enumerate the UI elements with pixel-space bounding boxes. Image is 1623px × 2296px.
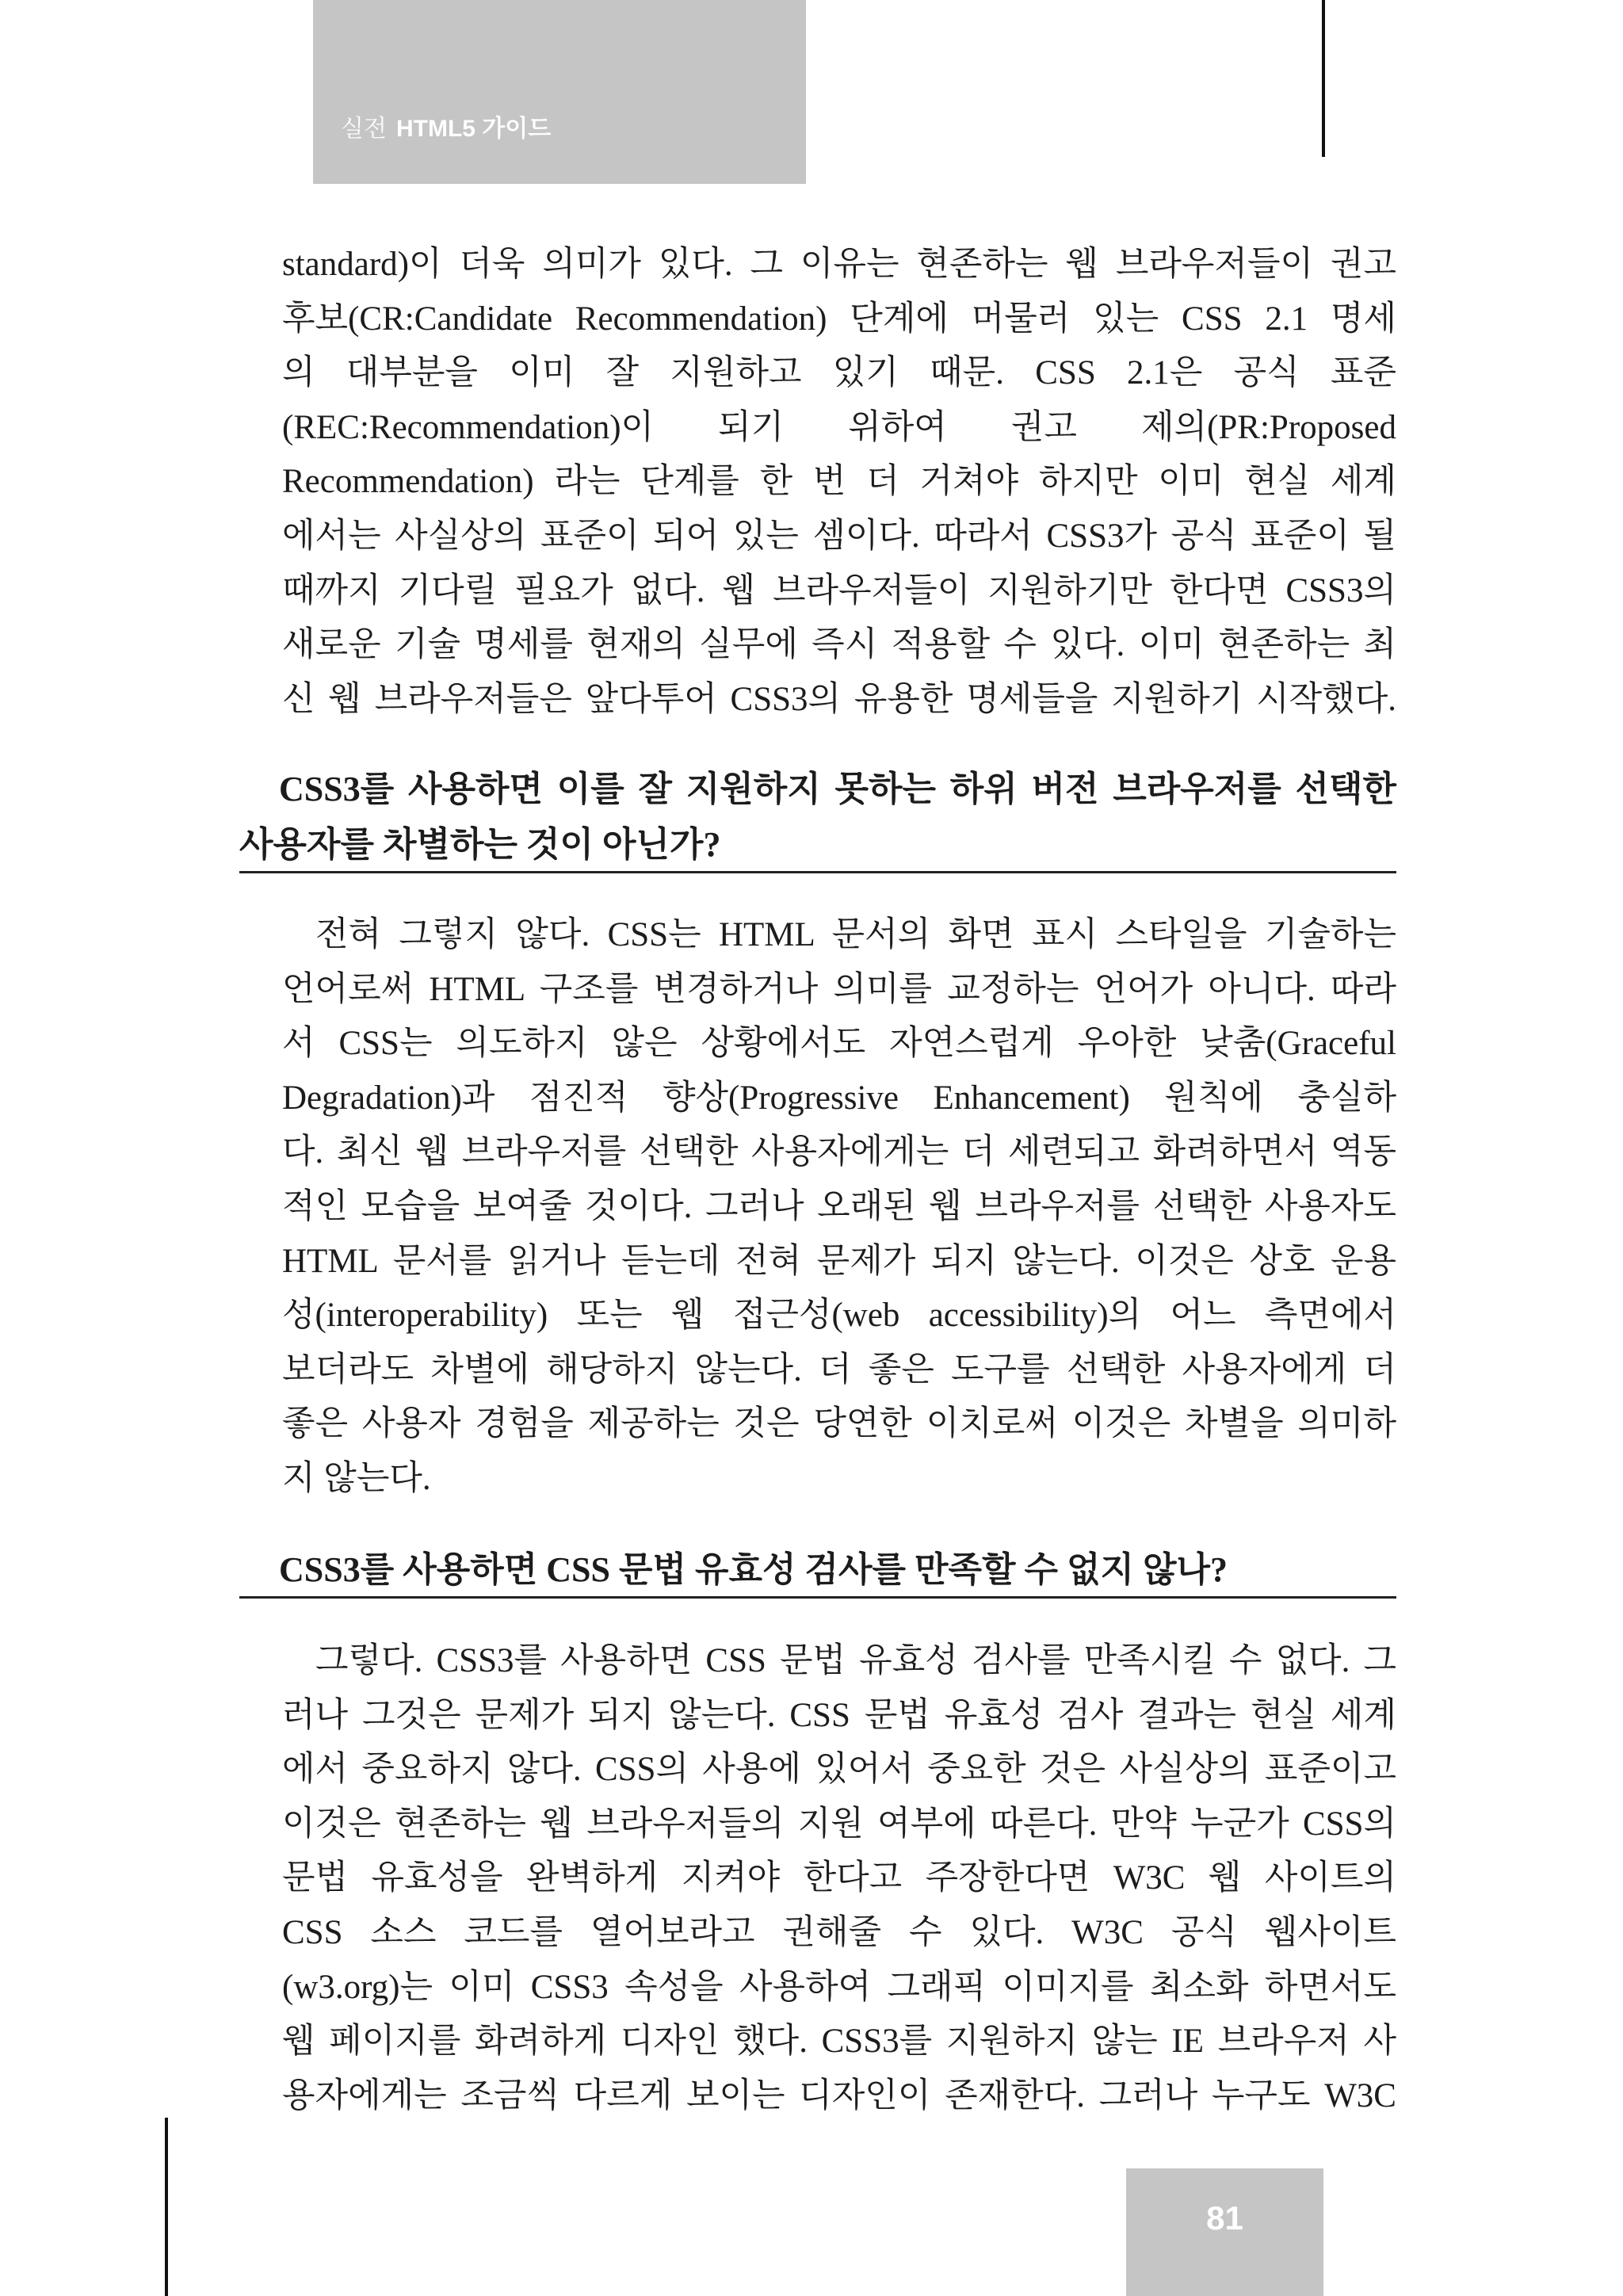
page-number: 81 xyxy=(1206,2199,1243,2237)
paragraph-line: (REC:Recommendation)이 되기 위하여 권고 제의(PR:Proposed xyxy=(282,408,1396,446)
paragraph-line: CSS 소스 코드를 열어보라고 권해줄 수 있다. W3C 공식 웹사이트 xyxy=(282,1913,1396,1951)
paragraph-line: 때까지 기다릴 필요가 없다. 웹 브라우저들이 지원하기만 한다면 CSS3의 xyxy=(282,571,1396,609)
heading-line: 사용자를 차별하는 것이 아닌가? xyxy=(239,825,721,864)
paragraph-line: 전혀 그렇지 않다. CSS는 HTML 문서의 화면 표시 스타일을 기술하는 xyxy=(315,916,1396,953)
paragraph-line: (w3.org)는 이미 CSS3 속성을 사용하여 그래픽 이미지를 최소화 하면서도 xyxy=(282,1968,1396,2006)
paragraph-line: 웹 페이지를 화려하게 디자인 했다. CSS3를 지원하지 않는 IE 브라우저 사 xyxy=(282,2023,1396,2061)
paragraph-line: 용자에게는 조금씩 다르게 보이는 디자인이 존재한다. 그러나 누구도 W3C xyxy=(282,2076,1396,2115)
paragraph-line: 신 웹 브라우저들은 앞다투어 CSS3의 유용한 명세들을 지원하기 시작했다. xyxy=(282,680,1396,718)
paragraph-line: 러나 그것은 문제가 되지 않는다. CSS 문법 유효성 검사 결과는 현실 세계 xyxy=(282,1696,1396,1734)
question-heading xyxy=(239,762,1396,873)
paragraph-line: 에서는 사실상의 표준이 되어 있는 셈이다. 따라서 CSS3가 공식 표준이 될 xyxy=(282,517,1396,555)
paragraph-line: 의 대부분을 이미 잘 지원하고 있기 때문. CSS 2.1은 공식 표준 xyxy=(282,354,1396,392)
paragraph-line: 서 CSS는 의도하지 않은 상황에서도 자연스럽게 우아한 낮춤(Graceful xyxy=(282,1025,1396,1063)
margin-rule-bottom xyxy=(165,2118,168,2296)
series-label-bold: HTML5 가이드 xyxy=(395,116,552,142)
paragraph-line: 이것은 현존하는 웹 브라우저들의 지원 여부에 따른다. 만약 누군가 CSS의 xyxy=(282,1805,1396,1843)
paragraph-line: 문법 유효성을 완벽하게 지켜야 한다고 주장한다면 W3C 웹 사이트의 xyxy=(282,1859,1396,1897)
body-paragraph xyxy=(282,1634,1396,2123)
heading-underline xyxy=(239,1596,1396,1599)
paragraph-line: 지 않는다. xyxy=(282,1459,431,1497)
paragraph-line: 언어로써 HTML 구조를 변경하거나 의미를 교정하는 언어가 아니다. 따라 xyxy=(282,970,1396,1008)
body-paragraph xyxy=(282,238,1396,727)
paragraph-line: 그렇다. CSS3를 사용하면 CSS 문법 유효성 검사를 만족시킬 수 없다. 그 xyxy=(315,1642,1396,1679)
body-paragraph xyxy=(282,908,1396,1507)
paragraph-line: 성(interoperability) 또는 웹 접근성(web accessibility)의 어느 측면에서 xyxy=(282,1297,1396,1335)
heading-underline xyxy=(239,871,1396,873)
page-number-tab xyxy=(1126,2168,1323,2296)
paragraph-line: 적인 모습을 보여줄 것이다. 그러나 오래된 웹 브라우저를 선택한 사용자도 xyxy=(282,1187,1396,1225)
margin-rule-top xyxy=(1322,0,1325,157)
heading-line: CSS3를 사용하면 CSS 문법 유효성 검사를 만족할 수 없지 않나? xyxy=(279,1550,1228,1589)
paragraph-line: 새로운 기술 명세를 현재의 실무에 즉시 적용할 수 있다. 이미 현존하는 최 xyxy=(282,626,1396,664)
paragraph-line: 에서 중요하지 않다. CSS의 사용에 있어서 중요한 것은 사실상의 표준이고 xyxy=(282,1751,1396,1789)
series-label-light: 실전 xyxy=(341,116,387,142)
paragraph-line: 보더라도 차별에 해당하지 않는다. 더 좋은 도구를 선택한 사용자에게 더 xyxy=(282,1350,1396,1389)
running-header-tab xyxy=(313,0,806,184)
running-header-label xyxy=(341,115,551,143)
paragraph-line: 좋은 사용자 경험을 제공하는 것은 당연한 이치로써 이것은 차별을 의미하 xyxy=(282,1405,1396,1443)
paragraph-line: 후보(CR:Candidate Recommendation) 단계에 머물러 있는 CSS 2.1 명세 xyxy=(282,300,1396,338)
paragraph-line: HTML 문서를 읽거나 듣는데 전혀 문제가 되지 않는다. 이것은 상호 운용 xyxy=(282,1242,1396,1280)
paragraph-line: Recommendation) 라는 단계를 한 번 더 거쳐야 하지만 이미 현실 세계 xyxy=(282,463,1396,501)
heading-line: CSS3를 사용하면 이를 잘 지원하지 못하는 하위 버전 브라우저를 선택한 xyxy=(279,770,1396,808)
paragraph-line: Degradation)과 점진적 향상(Progressive Enhancement) 원칙에 충실하 xyxy=(282,1079,1396,1117)
question-heading xyxy=(239,1542,1396,1598)
paragraph-line: 다. 최신 웹 브라우저를 선택한 사용자에게는 더 세련되고 화려하면서 역동 xyxy=(282,1133,1396,1171)
paragraph-line: standard)이 더욱 의미가 있다. 그 이유는 현존하는 웹 브라우저들이 권고 xyxy=(282,246,1396,283)
